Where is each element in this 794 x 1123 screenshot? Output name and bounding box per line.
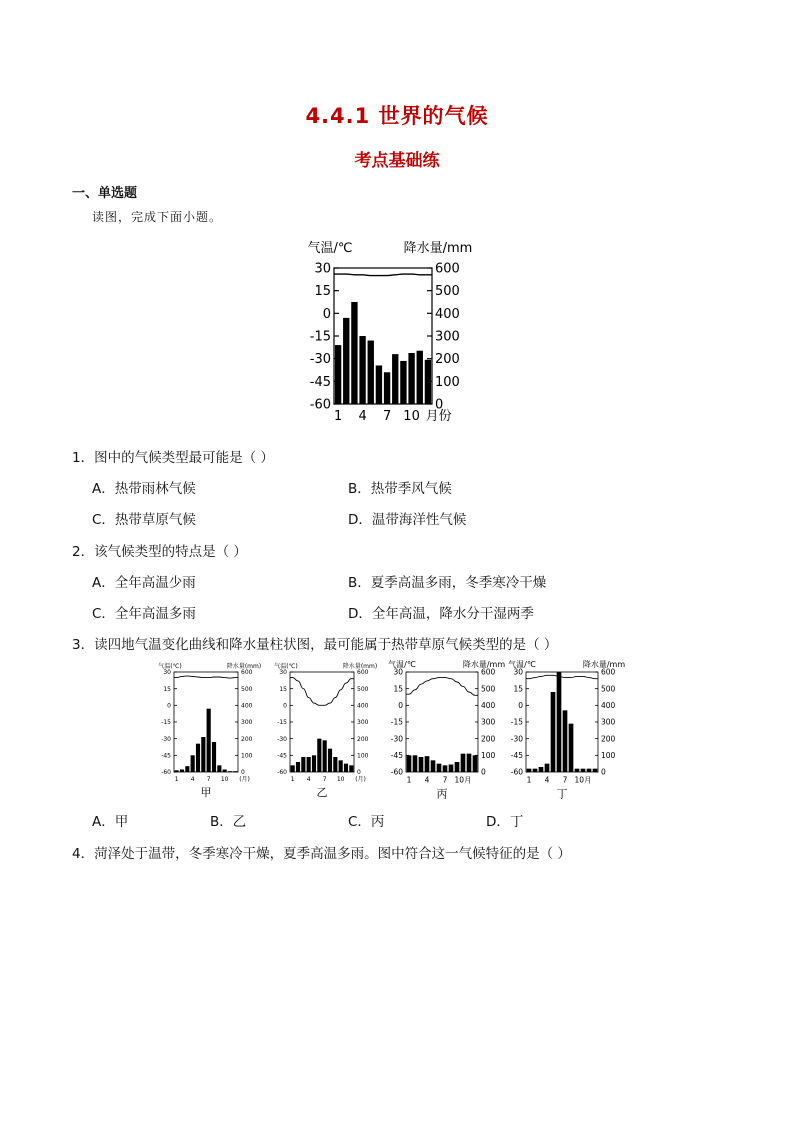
precipitation-bar [593,769,598,772]
q3-option-a[interactable]: A．甲 [92,814,129,830]
precipitation-bar [212,742,216,772]
temperature-tick-label: -30 [510,734,523,744]
temperature-tick-label: -60 [277,769,287,777]
q2-option-a[interactable]: A．全年高温少雨 [92,575,196,591]
plot-frame [526,672,598,772]
precipitation-bar [344,764,348,772]
temperature-axis-title: 气温(℃) [274,663,298,670]
q3-option-d[interactable]: D．丁 [486,814,524,830]
precipitation-axis-title: 降水量/mm [582,660,626,669]
temperature-tick-label: -60 [390,767,403,777]
month-tick-label: 7 [382,409,392,424]
precipitation-bar [400,361,406,404]
temperature-tick-label: -30 [161,735,171,743]
precipitation-bar [175,770,179,772]
precipitation-tick-label: 300 [241,719,253,727]
precipitation-bar [207,709,211,772]
temperature-tick-label: -15 [309,329,331,345]
temperature-axis-title: 气温/℃ [388,660,416,669]
temperature-tick-label: 0 [167,702,171,710]
precipitation-bar [301,757,305,772]
temperature-tick-label: 15 [279,685,287,693]
month-tick-label: 10 [403,409,420,424]
temperature-tick-label: -45 [161,752,171,760]
precipitation-bar [581,769,586,772]
precipitation-bar [557,672,562,772]
temperature-tick-label: -30 [309,352,331,368]
precipitation-bar [461,754,466,772]
question-4-stem: 4．菏泽处于温带，冬季寒冷干燥，夏季高温多雨。图中符合这一气候特征的是（ ） [72,846,571,862]
precipitation-bar [384,372,390,404]
temperature-tick-label: 15 [513,684,523,694]
temperature-axis-title: 气温/℃ [508,660,536,669]
precipitation-tick-label: 200 [481,734,496,744]
precipitation-bar [196,744,200,772]
month-tick-label: 1 [526,775,532,785]
precipitation-tick-label: 100 [241,752,253,760]
precipitation-bar [533,769,538,772]
climate-chart-bing [388,656,508,800]
temperature-axis-title: 气温/℃ [307,241,353,256]
precipitation-bar [587,769,592,772]
precipitation-bar [419,757,424,772]
precipitation-bar [328,749,332,772]
precipitation-tick-label: 600 [241,669,253,677]
climate-chart-yi [272,660,384,800]
month-tick-label: 4 [424,775,430,785]
precipitation-tick-label: 500 [357,685,369,693]
precipitation-bar [539,767,544,772]
precipitation-bar [191,755,195,772]
precipitation-bar [201,737,205,772]
precipitation-tick-label: 0 [241,769,245,777]
temperature-tick-label: -30 [277,735,287,743]
precipitation-bar [467,754,472,772]
precipitation-tick-label: 600 [601,667,616,677]
document-title: 4.4.1 世界的气候 [305,104,489,128]
climate-chart-jia [156,660,268,800]
month-tick-label: 7 [562,775,568,785]
temperature-tick-label: 30 [279,669,287,677]
temperature-tick-label: -15 [161,719,171,727]
temperature-line [334,274,432,276]
precipitation-bar [551,692,556,772]
temperature-line [526,675,598,678]
temperature-tick-label: -45 [309,374,331,390]
precipitation-tick-label: 200 [241,735,253,743]
month-tick-label: 1 [333,409,343,424]
precipitation-tick-label: 400 [481,700,496,710]
month-tick-label: 7 [206,776,211,783]
temperature-tick-label: 30 [513,667,523,677]
chart-label: 丙 [436,787,448,800]
precipitation-tick-label: 100 [601,750,616,760]
month-tick-label: (月) [355,776,366,783]
precipitation-tick-label: 100 [435,374,460,390]
x-axis-unit-label: 月份 [425,409,452,424]
precipitation-axis-title: 降水量/mm [462,660,506,669]
precipitation-bar [408,353,414,404]
precipitation-tick-label: 400 [601,700,616,710]
month-tick-label: 10月 [454,775,472,785]
precipitation-bar [223,770,227,773]
precipitation-axis-title: 降水量(mm) [226,663,262,670]
temperature-tick-label: -45 [277,752,287,760]
month-tick-label: (月) [239,776,250,783]
precipitation-bar [563,710,568,772]
precipitation-tick-label: 0 [357,769,361,777]
temperature-tick-label: -60 [510,767,523,777]
precipitation-bar [339,760,343,772]
precipitation-tick-label: 400 [241,702,253,710]
question-1-stem: 1．图中的气候类型最可能是（ ） [72,450,274,466]
q3-option-c[interactable]: C．丙 [348,814,385,830]
precipitation-bar [437,764,442,772]
q2-option-b[interactable]: B．夏季高温多雨，冬季寒冷干燥 [348,575,547,591]
precipitation-bar [407,755,412,772]
temperature-line [174,676,238,678]
precipitation-bar [455,762,460,772]
precipitation-bar [413,755,418,772]
precipitation-bar [449,765,454,773]
plot-frame [290,672,354,772]
q3-option-b[interactable]: B．乙 [210,814,247,830]
month-tick-label: 7 [442,775,448,785]
question-3-stem: 3．读四地气温变化曲线和降水量柱状图，最可能属于热带草原气候类型的是（ ） [72,637,558,653]
q1-option-c[interactable]: C．热带草原气候 [92,512,196,528]
temperature-tick-label: 15 [393,684,403,694]
precipitation-bar [425,756,430,772]
precipitation-tick-label: 200 [601,734,616,744]
month-tick-label: 4 [544,775,550,785]
precipitation-bar [323,740,327,772]
precipitation-bar [217,765,221,772]
temperature-tick-label: 30 [393,667,403,677]
precipitation-tick-label: 600 [357,669,369,677]
precipitation-tick-label: 500 [601,684,616,694]
temperature-tick-label: 30 [314,261,331,277]
precipitation-bar [185,766,189,772]
precipitation-bar [545,764,550,772]
precipitation-tick-label: 0 [601,767,606,777]
precipitation-tick-label: 100 [357,752,369,760]
precipitation-tick-label: 500 [435,284,460,300]
month-tick-label: 1 [174,776,179,783]
precipitation-tick-label: 200 [357,735,369,743]
precipitation-bar [443,765,448,772]
precipitation-bar [317,739,321,772]
precipitation-bar [376,365,382,404]
temperature-line [406,678,478,696]
chart-label: 丁 [556,787,568,800]
chart-label: 甲 [200,786,212,799]
precipitation-bar [575,769,580,772]
precipitation-bar [473,755,478,772]
section-heading: 一、单选题 [72,186,138,201]
temperature-tick-label: 30 [163,669,171,677]
temperature-line [290,678,354,706]
month-tick-label: 7 [322,776,327,783]
month-tick-label: 4 [190,776,195,783]
precipitation-tick-label: 500 [481,684,496,694]
precipitation-tick-label: 0 [435,397,444,413]
question-2-stem: 2．该气候类型的特点是（ ） [72,544,247,560]
precipitation-bar [296,762,300,772]
temperature-tick-label: 0 [322,306,331,322]
q1-option-b[interactable]: B．热带季风气候 [348,481,452,497]
climate-chart-ding [508,656,628,800]
temperature-tick-label: -45 [510,750,523,760]
temperature-tick-label: -60 [309,397,331,413]
temperature-tick-label: 15 [314,284,331,300]
precipitation-bar [349,765,353,772]
q2-option-c[interactable]: C．全年高温多雨 [92,606,196,622]
temperature-tick-label: -60 [161,769,171,777]
precipitation-axis-title: 降水量/mm [403,241,473,256]
precipitation-tick-label: 0 [481,767,486,777]
precipitation-tick-label: 300 [481,717,496,727]
precipitation-tick-label: 200 [435,352,460,368]
precipitation-bar [569,724,574,772]
precipitation-bar [417,351,423,404]
precipitation-axis-title: 降水量(mm) [342,663,378,670]
precipitation-bar [425,360,431,404]
precipitation-tick-label: 600 [481,667,496,677]
temperature-tick-label: 0 [398,700,403,710]
month-tick-label: 4 [306,776,311,783]
q2-option-d[interactable]: D．全年高温，降水分干湿两季 [348,606,534,622]
temperature-tick-label: -15 [277,719,287,727]
document-subtitle: 考点基础练 [354,151,440,171]
precipitation-tick-label: 500 [241,685,253,693]
precipitation-bar [333,757,337,772]
precipitation-bar [335,345,341,404]
month-tick-label: 1 [290,776,295,783]
precipitation-bar [343,318,349,404]
plot-frame [174,672,238,772]
temperature-tick-label: 15 [163,685,171,693]
precipitation-tick-label: 300 [357,719,369,727]
precipitation-bar [291,765,295,772]
month-tick-label: 10 [336,776,345,783]
precipitation-tick-label: 600 [435,261,460,277]
intro-text: 读图，完成下面小题。 [92,210,223,224]
month-tick-label: 4 [358,409,367,424]
precipitation-bar [392,354,398,404]
temperature-tick-label: -45 [390,750,403,760]
q1-option-d[interactable]: D．温带海洋性气候 [348,512,467,528]
main-climate-chart [290,230,480,430]
precipitation-bar [228,771,232,772]
precipitation-tick-label: 400 [435,306,460,322]
temperature-tick-label: -15 [510,717,523,727]
temperature-axis-title: 气温(℃) [158,663,182,670]
month-tick-label: 10月 [574,775,592,785]
temperature-tick-label: -15 [390,717,403,727]
month-tick-label: 10 [220,776,229,783]
precipitation-bar [368,341,374,404]
precipitation-bar [180,770,184,773]
temperature-tick-label: -30 [390,734,403,744]
precipitation-bar [351,302,357,404]
month-tick-label: 1 [406,775,412,785]
precipitation-tick-label: 300 [601,717,616,727]
precipitation-bar [359,336,365,404]
precipitation-bar [312,755,316,772]
precipitation-tick-label: 300 [435,329,460,345]
precipitation-bar [527,769,532,772]
precipitation-bar [307,757,311,772]
chart-label: 乙 [316,786,328,799]
precipitation-tick-label: 400 [357,702,369,710]
temperature-tick-label: 0 [518,700,523,710]
precipitation-bar [431,760,436,772]
precipitation-bar [233,771,237,772]
temperature-tick-label: 0 [283,702,287,710]
q1-option-a[interactable]: A．热带雨林气候 [92,481,196,497]
precipitation-tick-label: 100 [481,750,496,760]
